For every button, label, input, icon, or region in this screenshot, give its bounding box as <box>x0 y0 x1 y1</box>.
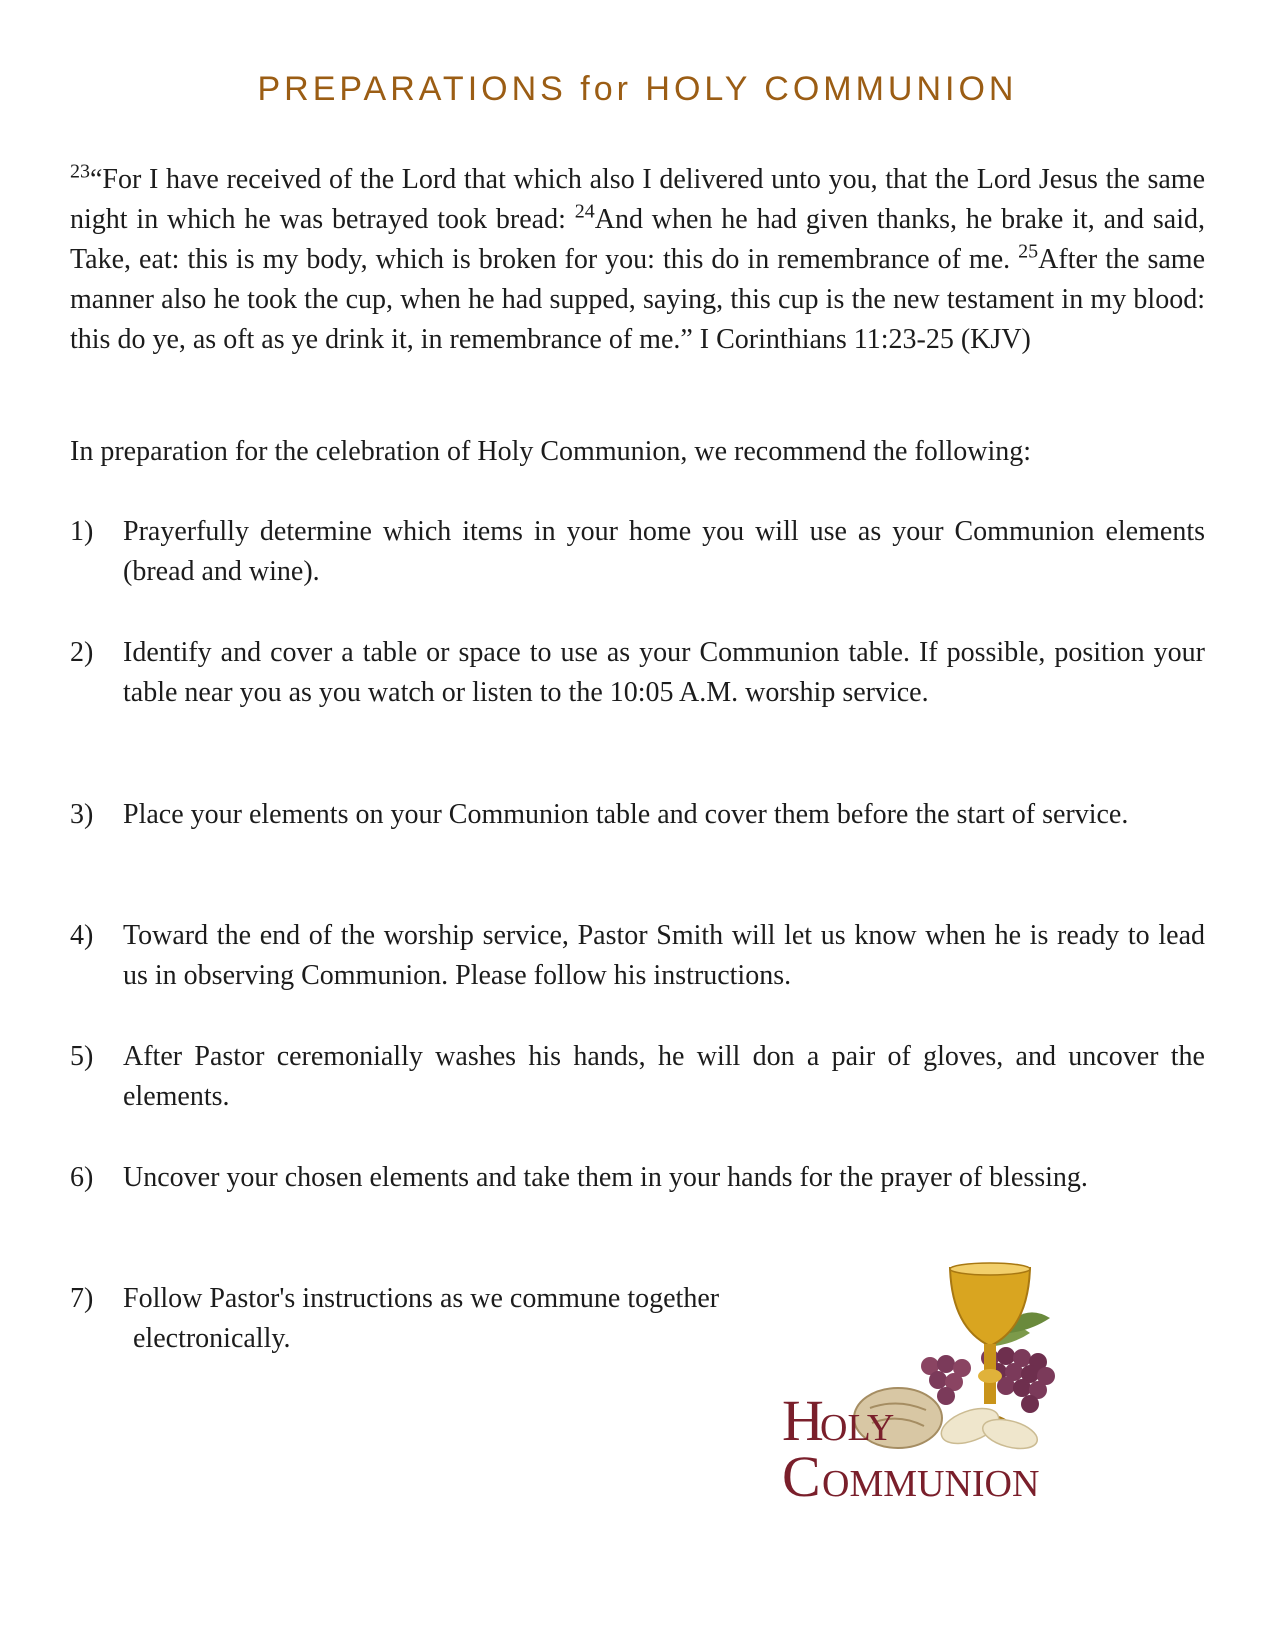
list-item <box>70 512 1205 592</box>
logo-text: OMMUNION <box>822 1463 1040 1505</box>
intro-text: In preparation for the celebration of Holy Communion, we recommend the following: <box>70 436 1032 467</box>
step-text-line: electronically. <box>133 1323 291 1354</box>
list-item <box>70 1158 1205 1198</box>
step-text: Prayerfully determine which items in your home you will use as your Communion elements (bread and wine). <box>123 516 1205 587</box>
holy-communion-logo <box>780 1258 1080 1518</box>
step-number: 3) <box>70 799 94 830</box>
verse-text: “For I have received of the Lord that which also I delivered unto you, that the Lord Jesus the same night in which he was betrayed took bread: <box>70 164 1205 235</box>
step-text-line: Follow Pastor's instructions as we commune together <box>123 1283 720 1314</box>
verse-number: 24 <box>574 200 595 223</box>
list-item <box>70 1037 1205 1117</box>
step-number: 5) <box>70 1041 94 1072</box>
step-number: 1) <box>70 516 94 547</box>
chalice-icon <box>950 1263 1030 1433</box>
verse-number: 25 <box>1018 240 1039 263</box>
logo-letter: H <box>782 1388 824 1453</box>
verse-number: 23 <box>70 160 90 183</box>
step-text: Toward the end of the worship service, Pastor Smith will let us know when he is ready to lead us in observing Communion. Please follow his instructions. <box>123 920 1205 991</box>
step-text: Identify and cover a table or space to use as your Communion table. If possible, position your table near you as you watch or listen to the 10:05 A.M. worship service. <box>123 637 1205 708</box>
verse-text: After the same manner also he took the cup, when he had supped, saying, this cup is the new testament in my blood: this do ye, as oft as ye drink it, in remembrance of me.” I Corinthians 11:23-25 (KJV) <box>70 244 1205 355</box>
step-text: After Pastor ceremonially washes his hands, he will don a pair of gloves, and uncover the elements. <box>123 1041 1205 1112</box>
verse-text: And when he had given thanks, he brake it, and said, Take, eat: this is my body, which is broken for you: this do in remembrance of me. <box>70 204 1206 275</box>
list-item <box>70 633 1205 713</box>
step-text: Place your elements on your Communion table and cover them before the start of service. <box>123 799 1129 830</box>
step-text <box>123 1279 843 1359</box>
step-text: Uncover your chosen elements and take them in your hands for the prayer of blessing. <box>123 1162 1088 1193</box>
page-title: PREPARATIONS for HOLY COMMUNION <box>257 70 1018 108</box>
step-number: 4) <box>70 920 94 951</box>
logo-text: OLY <box>820 1407 895 1449</box>
step-number: 2) <box>70 637 94 668</box>
list-item <box>70 795 1205 835</box>
scripture-passage <box>70 160 1205 360</box>
step-number: 6) <box>70 1162 94 1193</box>
step-number: 7) <box>70 1283 94 1314</box>
logo-letter: C <box>782 1444 821 1509</box>
list-item <box>70 916 1205 996</box>
